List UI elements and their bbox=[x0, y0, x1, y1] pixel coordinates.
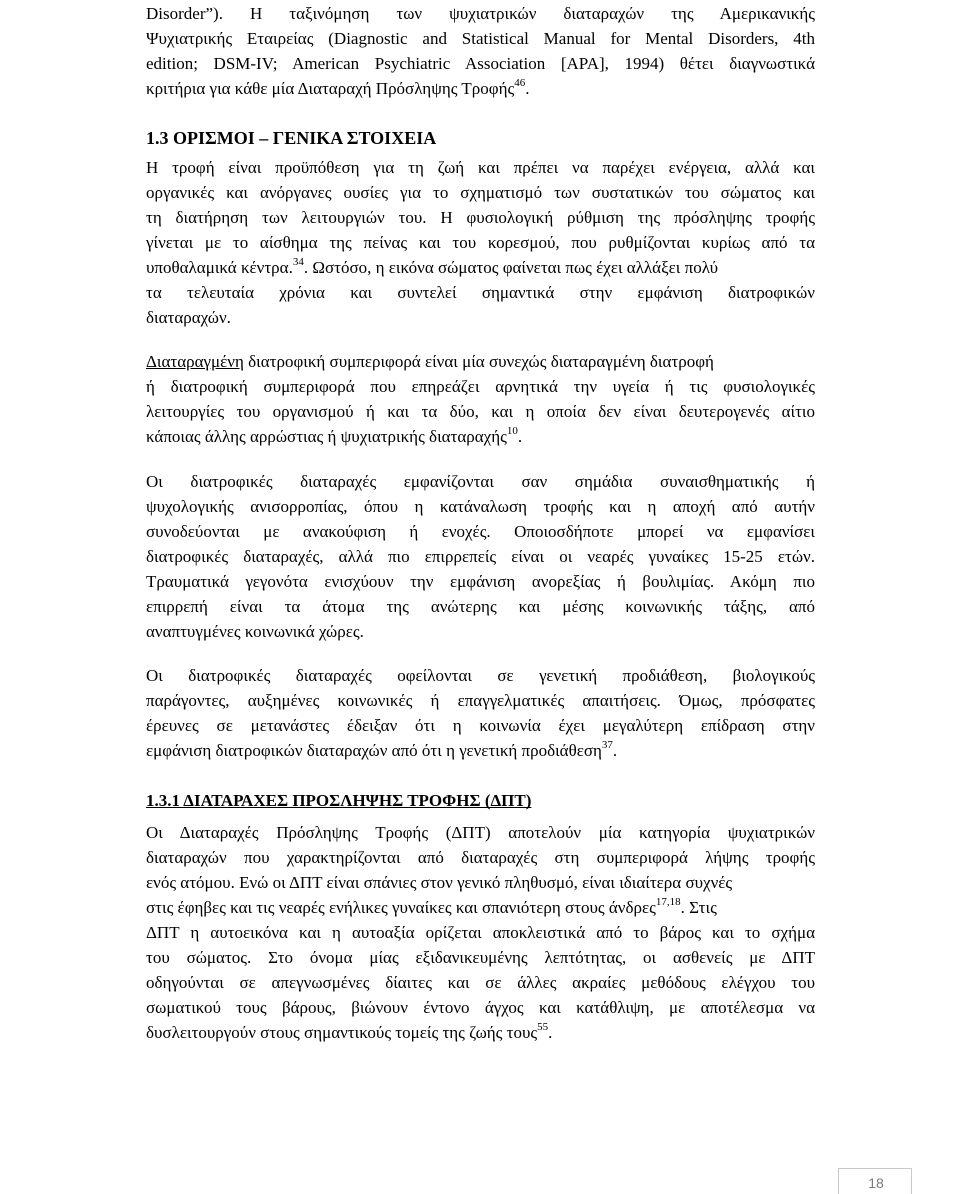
footnote-ref: 10 bbox=[506, 425, 518, 438]
paragraph-line: παράγοντες, αυξημένες κοινωνικές ή επαγγελματικές απαιτήσεις. Όμως, πρόσφατες bbox=[146, 691, 815, 710]
intro-last-line: κριτήρια για κάθε μία Διαταραχή Πρόσληψης Τροφής$^{46}$. bbox=[146, 77, 530, 98]
paragraph-line: στις έφηβες και τις νεαρές ενήλικες γυναίκες και σπανιότερη στους άνδρες$^{17,18}$. Στις bbox=[146, 896, 717, 917]
paragraph-line: εμφάνιση διατροφικών διαταραχών από ότι η γενετική προδιάθεση$^{37}$. bbox=[146, 739, 618, 760]
footnote-ref: 37 bbox=[601, 739, 613, 752]
paragraph-line: λειτουργίες του οργανισμού ή και τα δύο, και η οποία δεν είναι δευτερογενές αίτιο bbox=[146, 402, 815, 421]
paragraph-line: συνοδεύονται με ανακούφιση ή ενοχές. Οποιοσδήποτε μπορεί να εμφανίσει bbox=[146, 522, 815, 541]
paragraph-line: κάποιας άλλης αρρώστιας ή ψυχιατρικής διαταραχής$^{10}$. bbox=[146, 425, 523, 446]
paragraph-line: αναπτυγμένες κοινωνικά χώρες. bbox=[146, 622, 364, 641]
paragraph-line: οργανικές και ανόργανες ουσίες για το σχηματισμό των συστατικών του σώματος και bbox=[146, 183, 815, 202]
paragraph-line: σωματικού τους βάρους, βιώνουν έντονο άγχος και κατάθλιψη, με αποτέλεσμα να bbox=[146, 998, 815, 1017]
paragraph-line: Διαταραγμένη διατροφική συμπεριφορά είναι μία συνεχώς διαταραγμένη διατροφή bbox=[146, 352, 714, 371]
intro-line: edition; DSM-IV; American Psychiatric Association [APA], 1994) θέτει διαγνωστικά bbox=[146, 54, 815, 73]
paragraph-line: επιρρεπή είναι τα άτομα της ανώτερης και μέσης κοινωνικής τάξης, από bbox=[146, 597, 815, 616]
footnote-ref: 55 bbox=[537, 1021, 549, 1034]
intro-line: Disorder”). Η ταξινόμηση των ψυχιατρικών διαταραχών της Αμερικανικής bbox=[146, 4, 815, 23]
paragraph-line: Οι διατροφικές διαταραχές εμφανίζονται σαν σημάδια συναισθηματικής ή bbox=[146, 472, 815, 491]
footnote-ref: 34 bbox=[292, 256, 304, 269]
page-number-box bbox=[838, 1168, 912, 1194]
page-number: 18 bbox=[868, 1175, 884, 1191]
paragraph-line: Οι διατροφικές διαταραχές οφείλονται σε γενετική προδιάθεση, βιολογικούς bbox=[146, 666, 815, 685]
paragraph-line: Τραυματικά γεγονότα ενισχύουν την εμφάνιση ανορεξίας ή βουλιμίας. Ακόμη πιο bbox=[146, 572, 815, 591]
paragraph-line: γίνεται με το αίσθημα της πείνας και του κορεσμού, που ρυθμίζονται κυρίως από τα bbox=[146, 233, 815, 252]
paragraph-line: ενός ατόμου. Ενώ οι ΔΠΤ είναι σπάνιες στον γενικό πληθυσμό, είναι ιδιαίτερα συχνές bbox=[146, 873, 733, 892]
paragraph-line: υποθαλαμικά κέντρα.$^{34}$. Ωστόσο, η εικόνα σώματος φαίνεται πως έχει αλλάξει πολύ bbox=[146, 256, 719, 277]
paragraph-line: δυσλειτουργούν στους σημαντικούς τομείς της ζωής τους$^{55}$. bbox=[146, 1021, 553, 1042]
paragraph-line: τη διατήρηση των λειτουργιών του. Η φυσιολογική ρύθμιση της πρόσληψης τροφής bbox=[146, 208, 815, 227]
paragraph-line: έρευνες σε μετανάστες έδειξαν ότι η κοινωνία έχει μεγαλύτερη επίδραση στην bbox=[146, 716, 815, 735]
underlined-term: Διαταραγμένη bbox=[146, 352, 244, 371]
subsection-heading: 1.3.1 ΔΙΑΤΑΡΑΧΕΣ ΠΡΟΣΛΗΨΗΣ ΤΡΟΦΗΣ (ΔΠΤ) bbox=[146, 791, 532, 810]
paragraph-line: Η τροφή είναι προϋπόθεση για τη ζωή και πρέπει να παρέχει ενέργεια, αλλά και bbox=[146, 158, 815, 177]
paragraph-line: διατροφικές διαταραχές, αλλά πιο επιρρεπείς είναι οι νεαρές γυναίκες 15-25 ετών. bbox=[146, 547, 815, 566]
paragraph-line: οδηγούνται σε απεγνωσμένες δίαιτες και σε άλλες ακραίες μεθόδους ελέγχου του bbox=[146, 973, 815, 992]
footnote-ref: 46 bbox=[514, 77, 526, 90]
footnote-ref: 17,18 bbox=[655, 896, 681, 909]
intro-line: Ψυχιατρικής Εταιρείας (Diagnostic and Statistical Manual for Mental Disorders, 4th bbox=[146, 29, 815, 48]
paragraph-line: ψυχολογικής ανισορροπίας, όπου η κατάναλωση τροφής και η αποχή από αυτήν bbox=[146, 497, 815, 516]
paragraph-line: τα τελευταία χρόνια και συντελεί σημαντικά στην εμφάνιση διατροφικών bbox=[146, 283, 815, 302]
paragraph-line: Οι Διαταραχές Πρόσληψης Τροφής (ΔΠΤ) αποτελούν μία κατηγορία ψυχιατρικών bbox=[146, 823, 815, 842]
paragraph-line: διαταραχών που χαρακτηρίζονται από διαταραχές στη συμπεριφορά λήψης τροφής bbox=[146, 848, 815, 867]
paragraph-line: ΔΠΤ η αυτοεικόνα και η αυτοαξία ορίζεται αποκλειστικά από το βάρος και το σχήμα bbox=[146, 923, 815, 942]
section-heading: 1.3 ΟΡΙΣΜΟΙ – ΓΕΝΙΚΑ ΣΤΟΙΧΕΙΑ bbox=[146, 128, 437, 148]
paragraph-line: διαταραχών. bbox=[146, 308, 231, 327]
paragraph-line: του σώματος. Στο όνομα μίας εξιδανικευμένης λεπτότητας, οι ασθενείς με ΔΠΤ bbox=[146, 948, 815, 967]
paragraph-line: ή διατροφική συμπεριφορά που επηρεάζει αρνητικά την υγεία ή τις φυσιολογικές bbox=[146, 377, 815, 396]
